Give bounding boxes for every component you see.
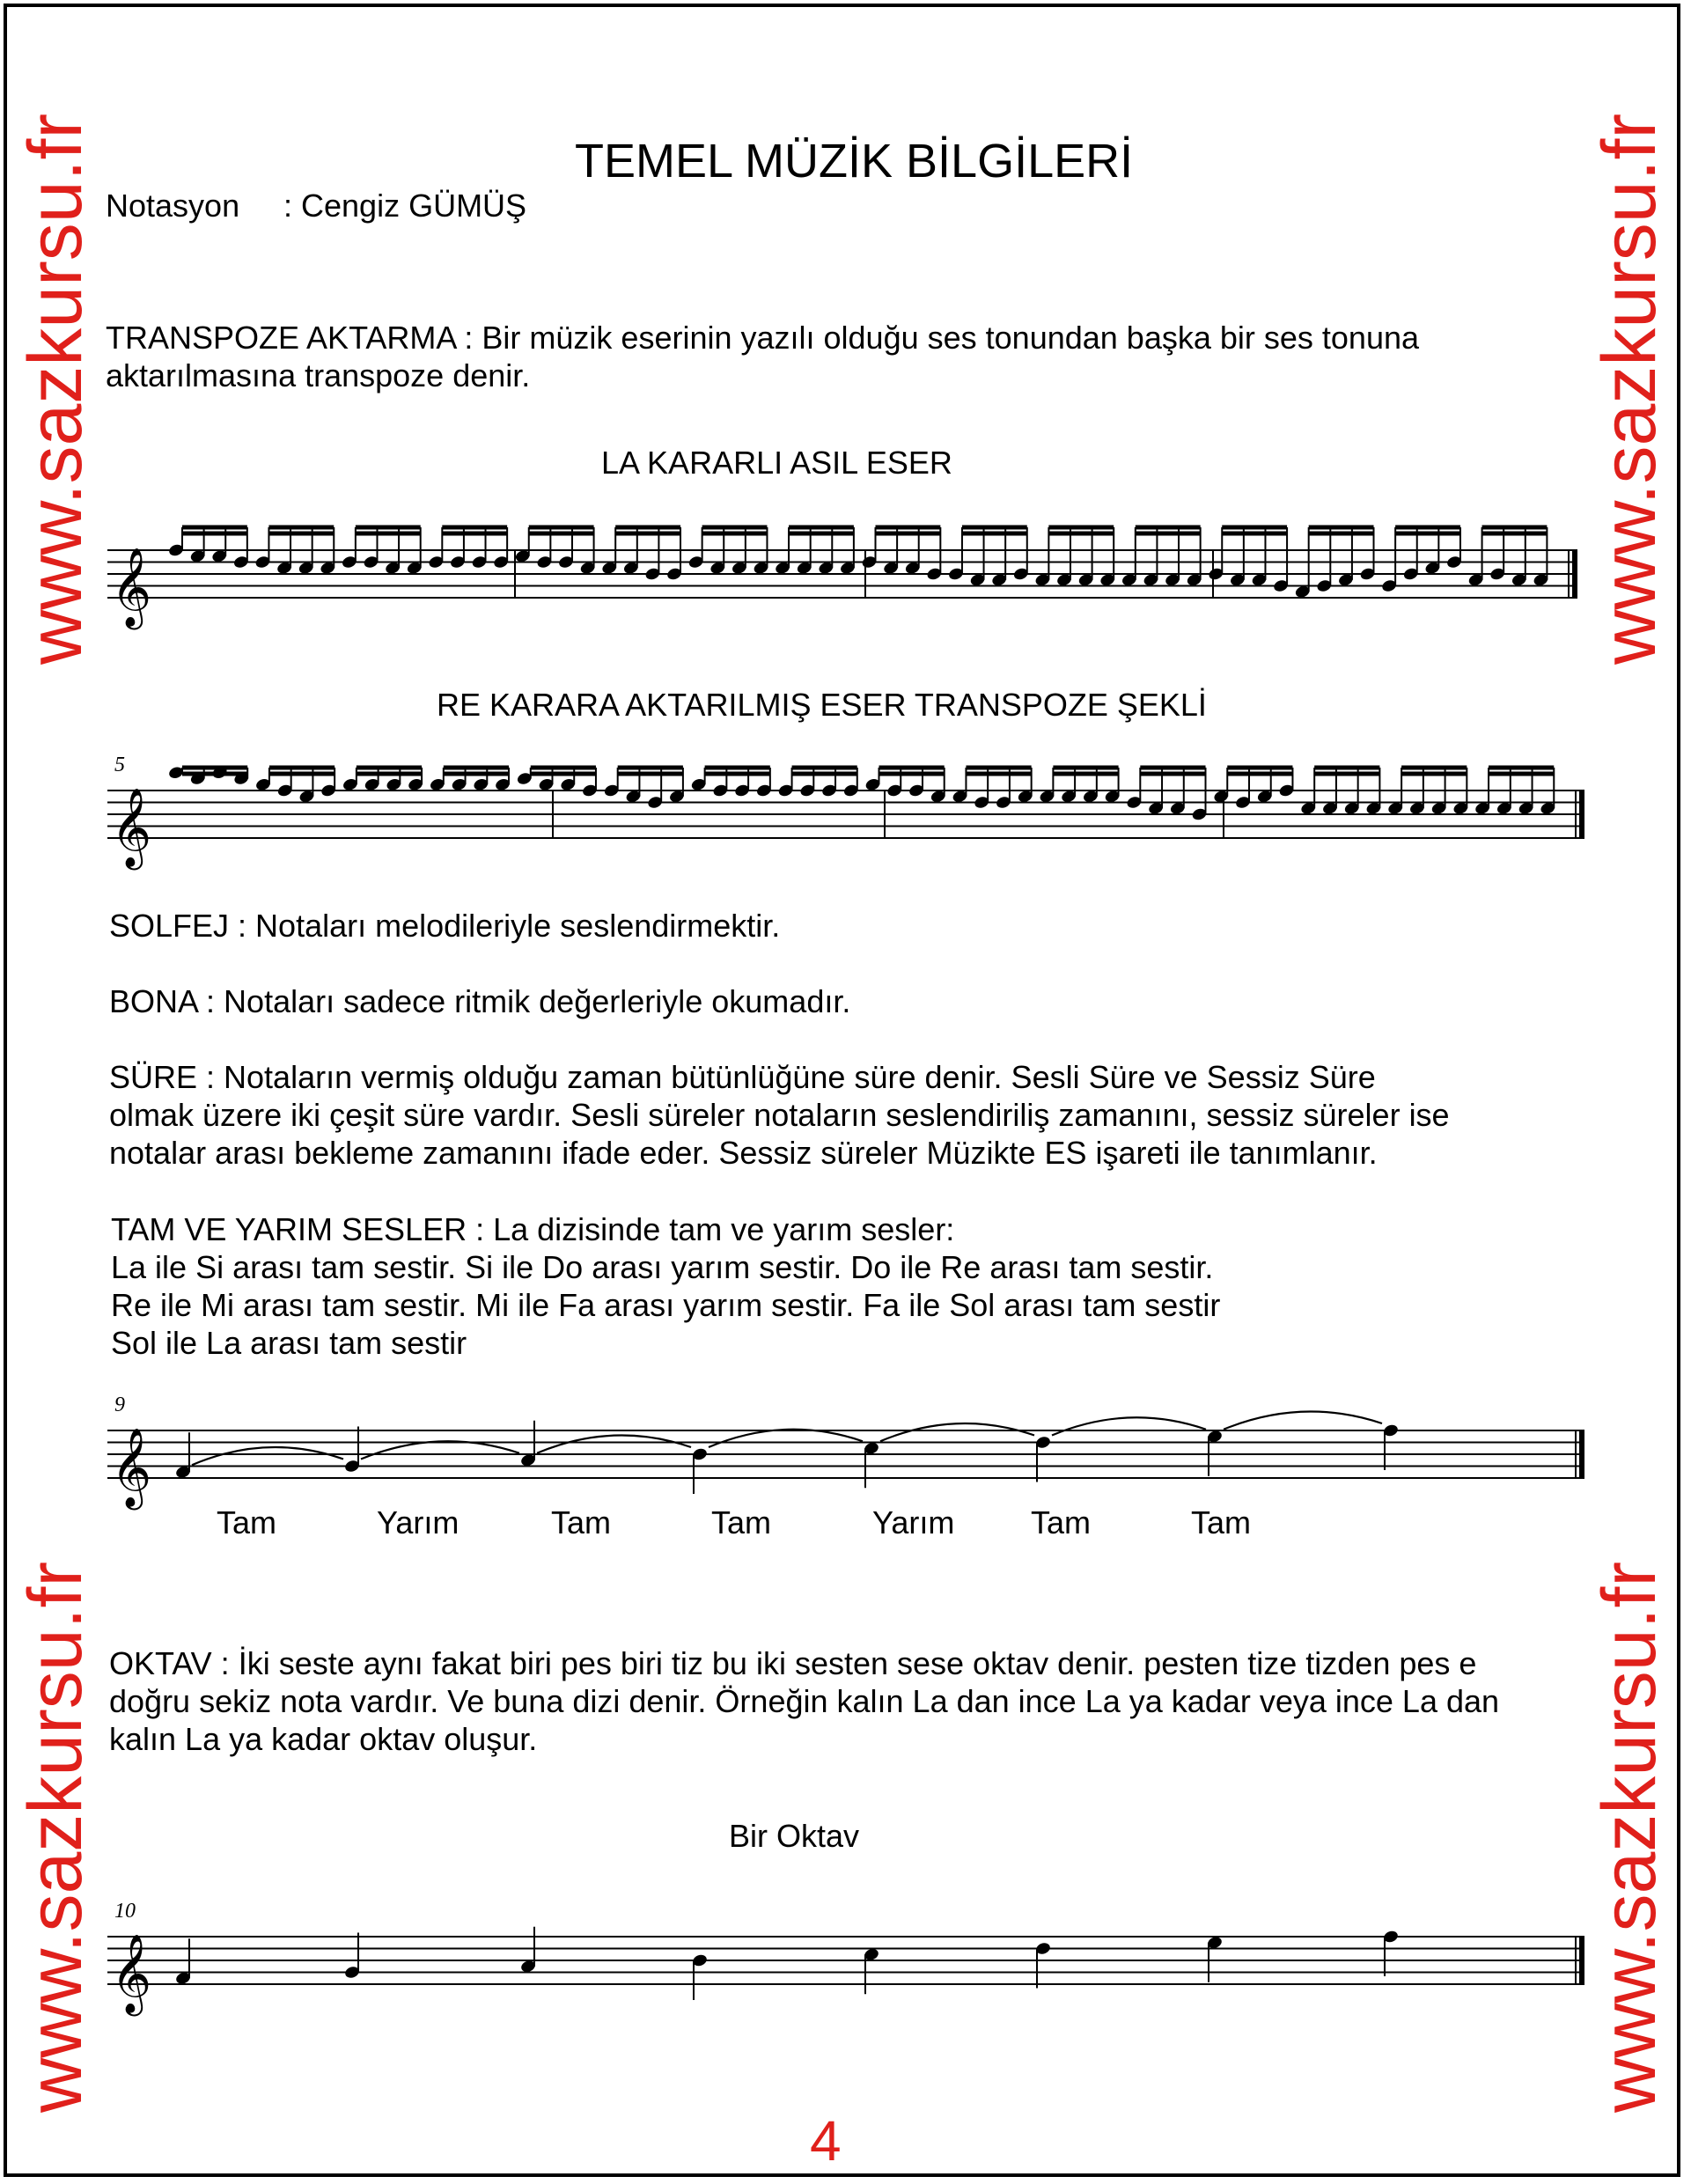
treble-clef-icon: 𝄞 [111,788,152,867]
score-title-oktav: Bir Oktav [729,1818,860,1854]
interval-label: Tam [551,1504,612,1541]
sure-line-3: notalar arası bekleme zamanını ifade eder. Sessiz süreler Müzikte ES işareti ile tanımlanır. [109,1135,1378,1171]
interval-label: Yarım [377,1504,460,1541]
transpoze-line-1: TRANSPOZE AKTARMA : Bir müzik eserinin yazılı olduğu ses tonundan başka bir ses tonuna [106,320,1420,356]
treble-clef-icon: 𝄞 [111,548,152,627]
notation-label: Notasyon [106,188,240,224]
measure-number-5: 5 [114,754,125,776]
watermark-left-top: www.sazkursu.fr [13,113,98,665]
watermark-right-bottom: www.sazkursu.fr [1587,1561,1672,2113]
tam-yarim-line-3: Re ile Mi arası tam sestir. Mi ile Fa arası yarım sestir. Fa ile Sol arası tam sestir [111,1287,1221,1323]
sure-line-2: olmak üzere iki çeşit süre vardır. Sesli süreler notaların seslendiriliş zamanını, sessiz süreler ise [109,1097,1450,1133]
measure-number-10: 10 [114,1900,136,1923]
tam-yarim-line-2: La ile Si arası tam sestir. Si ile Do arası yarım sestir. Do ile Re arası tam sestir. [111,1249,1214,1285]
watermark-left-bottom: www.sazkursu.fr [13,1561,98,2113]
oktav-line-3: kalın La ya kadar oktav oluşur. [109,1721,538,1757]
page-title: TEMEL MÜZİK BİLGİLERİ [575,135,1134,188]
interval-label: Tam [1191,1504,1252,1541]
tie-arc [192,1447,343,1465]
interval-label: Tam [1031,1504,1092,1541]
interval-label: Tam [711,1504,772,1541]
page-number: 4 [810,2109,842,2173]
bona-text: BONA : Notaları sadece ritmik değerleriyle okumadır. [109,983,851,1019]
transpoze-line-2: aktarılmasına transpoze denir. [106,357,531,393]
measure-number-9: 9 [114,1393,125,1416]
notation-value: : Cengiz GÜMÜŞ [283,188,527,224]
watermark-right-top: www.sazkursu.fr [1587,113,1672,665]
tie-arc [1052,1417,1206,1435]
oktav-line-1: OKTAV : İki seste aynı fakat biri pes biri tiz bu iki sesten sese oktav denir. pesten tize tizden pes e [109,1645,1477,1681]
interval-label: Yarım [872,1504,955,1541]
score-title-la: LA KARARLI ASIL ESER [601,445,952,481]
treble-clef-icon: 𝄞 [111,1428,152,1507]
interval-label: Tam [217,1504,277,1541]
tie-arc [880,1423,1034,1441]
tie-arc [709,1430,863,1447]
tam-yarim-line-4: Sol ile La arası tam sestir [111,1325,467,1361]
tie-arc [537,1436,691,1453]
solfej-text: SOLFEJ : Notaları melodileriyle seslendirmektir. [109,908,781,944]
tie-arc [1224,1412,1382,1430]
oktav-line-2: doğru sekiz nota vardır. Ve buna dizi denir. Örneğin kalın La dan ince La ya kadar veya ince La dan [109,1683,1500,1719]
score-title-re: RE KARARA AKTARILMIŞ ESER TRANSPOZE ŞEKLİ [437,687,1207,723]
sure-line-1: SÜRE : Notaların vermiş olduğu zaman bütünlüğüne süre denir. Sesli Süre ve Sessiz Süre [109,1059,1376,1095]
tie-arc [361,1441,519,1459]
tam-yarim-line-1: TAM VE YARIM SESLER : La dizisinde tam ve yarım sesler: [111,1211,955,1247]
treble-clef-icon: 𝄞 [111,1934,152,2013]
